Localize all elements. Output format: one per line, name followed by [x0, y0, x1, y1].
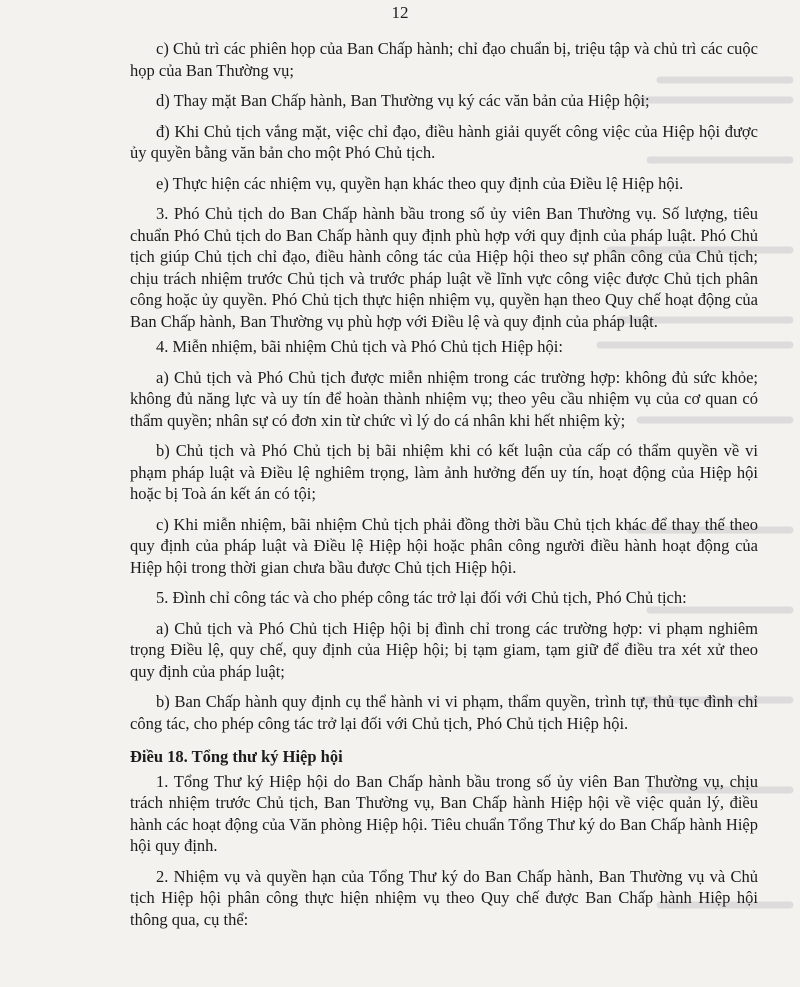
article-heading: Điều 18. Tổng thư ký Hiệp hội — [130, 747, 343, 766]
document-body — [130, 38, 758, 939]
paragraph-clause-4a: a) Chủ tịch và Phó Chủ tịch được miễn nhiệm trong các trường hợp: không đủ sức khỏe; không đủ năng lực và uy tín để hoàn thành nhiệm vụ; theo yêu cầu nhiệm vụ của cơ quan có thẩm quyền; nhân sự có đơn xin từ chức vì lý do cá nhân khi hết nhiệm kỳ; — [130, 367, 758, 430]
paragraph-item-dd: đ) Khi Chủ tịch vắng mặt, việc chỉ đạo, điều hành giải quyết công việc của Hiệp hội được ủy quyền bằng văn bản cho một Phó Chủ tịch. — [130, 121, 758, 162]
paragraph-clause-4: 4. Miễn nhiệm, bãi nhiệm Chủ tịch và Phó Chủ tịch Hiệp hội: — [156, 337, 563, 356]
paragraph-clause-5: 5. Đình chỉ công tác và cho phép công tác trở lại đối với Chủ tịch, Phó Chủ tịch: — [156, 588, 687, 607]
paragraph-clause-5a: a) Chủ tịch và Phó Chủ tịch Hiệp hội bị đình chỉ trong các trường hợp: vi phạm nghiêm trọng Điều lệ, quy chế, quy định của Hiệp hội; bị tạm giam, tạm giữ để điều tra xét xử theo quy định của pháp luật; — [130, 618, 758, 681]
paragraph-item-d: d) Thay mặt Ban Chấp hành, Ban Thường vụ ký các văn bản của Hiệp hội; — [156, 91, 650, 110]
article-paragraph-2: 2. Nhiệm vụ và quyền hạn của Tổng Thư ký do Ban Chấp hành, Ban Thường vụ và Chủ tịch Hiệp hội phân công thực hiện nhiệm vụ theo Quy chế được Ban Chấp hành Hiệp hội thông qua, cụ thể: — [130, 866, 758, 929]
paragraph-clause-3: 3. Phó Chủ tịch do Ban Chấp hành bầu trong số ủy viên Ban Thường vụ. Số lượng, tiêu chuẩn Phó Chủ tịch do Ban Chấp hành quy định phù hợp với quy định của pháp luật. Phó Chủ tịch giúp Chủ tịch chỉ đạo, điều hành công tác của Hiệp hội theo sự phân công của Chủ tịch; chịu trách nhiệm trước Chủ tịch và trước pháp luật về lĩnh vực công việc được Chủ tịch phân công hoặc ủy quyền. Phó Chủ tịch thực hiện nhiệm vụ, quyền hạn theo Quy chế hoạt động của Ban Chấp hành, Ban Thường vụ phù hợp với Điều lệ và quy định của pháp luật. — [130, 204, 758, 331]
paragraph-clause-5b: b) Ban Chấp hành quy định cụ thể hành vi vi phạm, thẩm quyền, trình tự, thủ tục đình chỉ công tác, cho phép công tác trở lại đối với Chủ tịch, Phó Chủ tịch Hiệp hội. — [130, 692, 758, 733]
paragraph-clause-4b: b) Chủ tịch và Phó Chủ tịch bị bãi nhiệm khi có kết luận của cấp có thẩm quyền về vi phạm pháp luật và Điều lệ nghiêm trọng, làm ảnh hưởng đến uy tín, hoạt động của Hiệp hội hoặc bị Toà án kết án có tội; — [130, 441, 758, 503]
page-number: 12 — [391, 3, 409, 22]
article-paragraph-1: 1. Tổng Thư ký Hiệp hội do Ban Chấp hành bầu trong số ủy viên Ban Thường vụ, chịu trách nhiệm trước Chủ tịch, Ban Thường vụ, Ban Chấp hành Hiệp hội về việc quản lý, điều hành các hoạt động của Văn phòng Hiệp hội. Tiêu chuẩn Tổng Thư ký do Ban Chấp hành Hiệp hội quy định. — [130, 771, 758, 855]
paragraph-item-e: e) Thực hiện các nhiệm vụ, quyền hạn khác theo quy định của Điều lệ Hiệp hội. — [156, 173, 684, 193]
paragraph-item-c: c) Chủ trì các phiên họp của Ban Chấp hành; chỉ đạo chuẩn bị, triệu tập và chủ trì các cuộc họp của Ban Thường vụ; — [130, 39, 758, 80]
paragraph-clause-4c: c) Khi miễn nhiệm, bãi nhiệm Chủ tịch phải đồng thời bầu Chủ tịch khác để thay thế theo quy định của pháp luật và Điều lệ Hiệp hội hoặc phân công người điều hành hoạt động của Hiệp hội trong thời gian chưa bầu được Chủ tịch Hiệp hội. — [130, 514, 758, 577]
